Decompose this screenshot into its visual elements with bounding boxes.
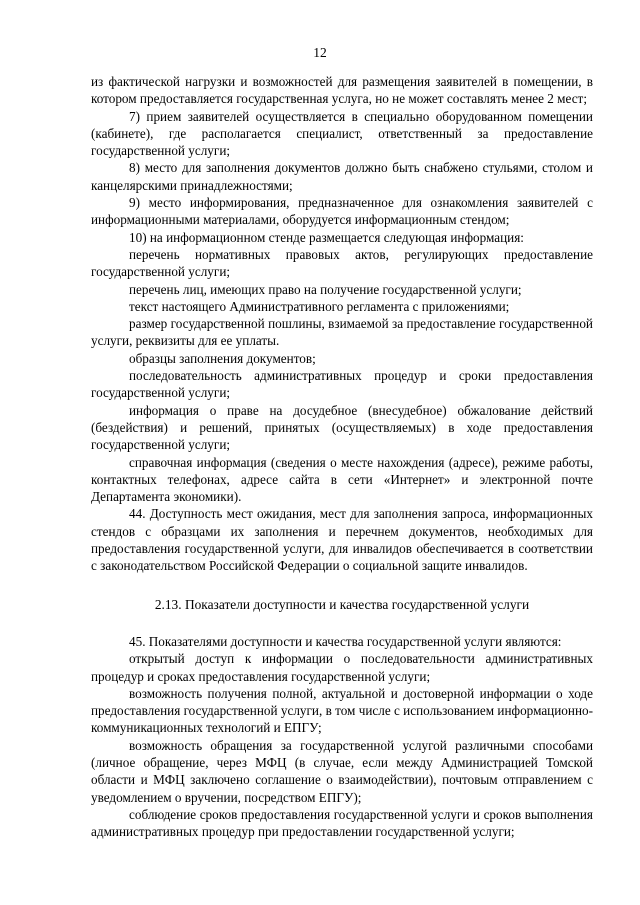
section-heading: 2.13. Показатели доступности и качества государственной услуги [154, 596, 530, 612]
list-item: открытый доступ к информации о последовательности административных процедур и сроках предоставления государственной услуги; [91, 651, 593, 684]
list-item: перечень нормативных правовых актов, регулирующих предоставление государственной услуги; [91, 246, 593, 280]
paragraph-45: 45. Показателями доступности и качества государственной услуги являются: [129, 633, 562, 649]
list-item: возможность получения полной, актуальной и достоверной информации о ходе предоставления государственной услуги, в том числе с использованием информационно-коммуникационных технологий и ЕПГУ; [91, 685, 593, 736]
list-item: образцы заполнения документов; [129, 350, 316, 366]
paragraph-item-10: 10) на информационном стенде размещается следующая информация: [129, 229, 524, 245]
list-item: возможность обращения за государственной услугой различными способами (личное обращение, через МФЦ (в случае, если между Администрацией Томской области и МФЦ заключено соглашение о взаимодействии), почтовым отправлением с уведомлением о вручении, посредством ЕПГУ); [91, 737, 593, 805]
paragraph-44: 44. Доступность мест ожидания, мест для заполнения запроса, информационных стендов с образцами их заполнения и перечнем документов, необходимых для предоставления государственной услуги, для инвалидов обеспечивается в соответствии с законодательством Российской Федерации о социальной защите инвалидов. [91, 506, 593, 574]
page-number: 12 [313, 45, 327, 60]
list-item: информация о праве на досудебное (внесудебное) обжалование действий (бездействия) и решений, принятых (осуществляемых) в ходе предоставления государственной услуги; [91, 402, 593, 453]
list-item: последовательность административных процедур и сроки предоставления государственной услуги; [91, 368, 593, 401]
list-item: размер государственной пошлины, взимаемой за предоставление государственной услуги, реквизиты для ее уплаты. [91, 316, 593, 349]
paragraph: из фактической нагрузки и возможностей для размещения заявителей в помещении, в котором предоставляется государственная услуга, но не может составлять менее 2 мест; [91, 74, 593, 107]
list-item: справочная информация (сведения о месте нахождения (адресе), режиме работы, контактных телефонах, адресе сайта в сети «Интернет» и электронной почте Департамента экономики). [91, 454, 593, 505]
paragraph-item-8: 8) место для заполнения документов должно быть снабжено стульями, столом и канцелярскими принадлежностями; [91, 160, 593, 193]
paragraph-item-9: 9) место информирования, предназначенное для ознакомления заявителей с информационными материалами, оборудуется информационным стендом; [91, 195, 593, 228]
document-body [91, 73, 593, 840]
list-item: текст настоящего Административного регламента с приложениями; [129, 298, 510, 314]
list-item: соблюдение сроков предоставления государственной услуги и сроков выполнения административных процедур при предоставлении государственной услуги; [91, 806, 593, 840]
paragraph-item-7: 7) прием заявителей осуществляется в специально оборудованном помещении (кабинете), где располагается специалист, ответственный за предоставление государственной услуги; [91, 108, 593, 159]
list-item: перечень лиц, имеющих право на получение государственной услуги; [129, 281, 522, 297]
